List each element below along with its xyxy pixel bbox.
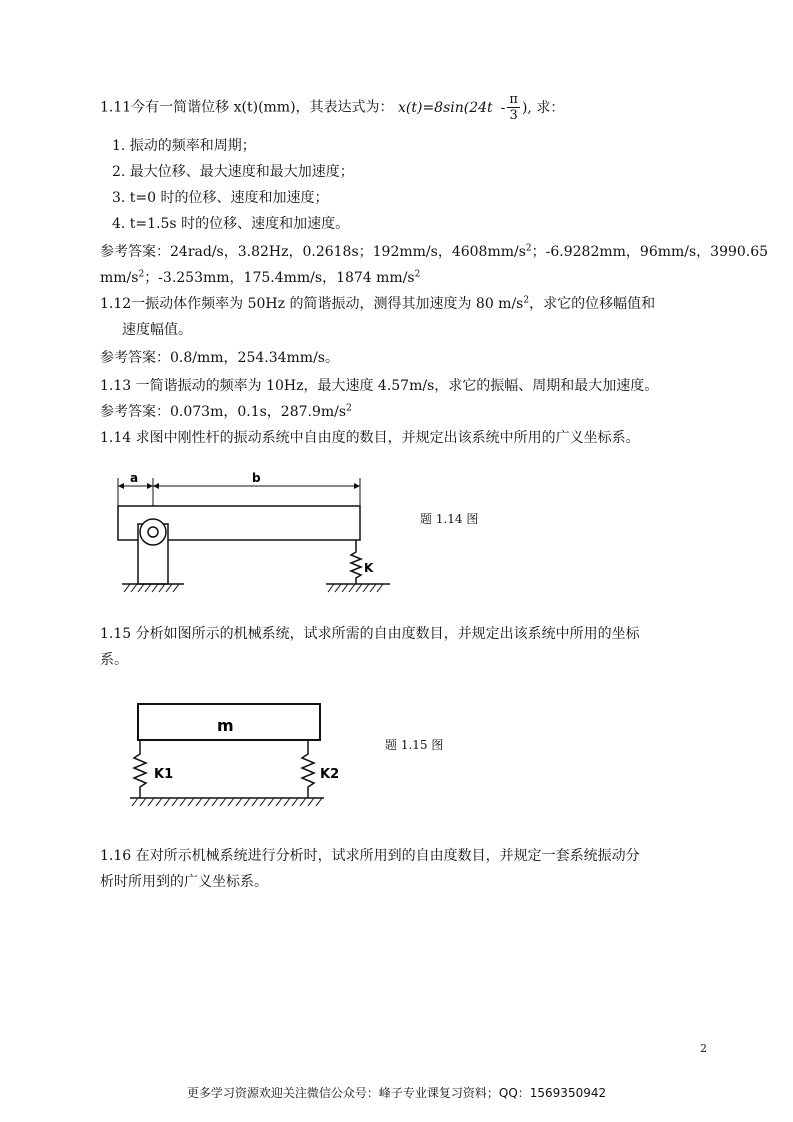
q111-sup-b: 2 (138, 269, 145, 280)
q115-caption: 题 1.15 图 (385, 738, 444, 752)
q112-sup: 2 (523, 295, 530, 306)
q111-item-3: 3. t=0 时的位移、速度和加速度； (112, 190, 329, 206)
q111-frac-num: π (509, 92, 518, 107)
q115-line1: 1.15 分析如图所示的机械系统，试求所需的自由度数目，并规定出该系统中所用的坐标 (100, 626, 640, 642)
q114-line: 1.14 求图中刚性杆的振动系统中自由度的数目，并规定出该系统中所用的广义坐标系。 (100, 430, 640, 446)
q112-line1b: ，求它的位移幅值和 (529, 296, 656, 312)
q111-fraction (507, 92, 520, 123)
q113-sup: 2 (346, 403, 352, 414)
q112-line1 (100, 294, 655, 314)
q112-line2: 速度幅值。 (122, 322, 192, 338)
q111-prefix: 1.11今有一简谐位移 x(t)(mm)，其表达式为： (100, 99, 394, 116)
q114-label-b: b (252, 471, 261, 485)
q111-formula-suffix: ), 求： (521, 99, 565, 116)
q111-item-2: 2. 最大位移、最大速度和最大加速度； (112, 164, 354, 180)
q115-label-k2: K2 (320, 767, 340, 782)
spring-k (351, 540, 361, 584)
q111-frac-den: 3 (509, 108, 518, 123)
spring-k2 (302, 740, 314, 798)
ground-hatch-left (124, 584, 179, 592)
q111-formula-minus: - (500, 99, 506, 116)
q111-answer-l1a: 参考答案：24rad/s，3.82Hz，0.2618s；192mm/s，4608mm/s (100, 244, 526, 260)
ground-hatch-right (328, 584, 383, 592)
q111-answer-line2 (100, 268, 420, 288)
q112-answer: 参考答案：0.8/mm，254.34mm/s。 (100, 350, 339, 366)
q116-line1: 1.16 在对所示机械系统进行分析时，试求所用到的自由度数目，并规定一套系统振动分 (100, 848, 640, 864)
q111-answer-l1b: ；-6.9282mm，96mm/s，3990.65 (531, 244, 769, 260)
q112-line1a: 1.12一振动体作频率为 50Hz 的简谐振动，测得其加速度为 80 m/s (100, 296, 524, 312)
q114-label-k: K (364, 561, 374, 575)
q111-answer-l2b: ；-3.253mm，175.4mm/s，1874 mm/s (144, 270, 415, 286)
q115-label-m: m (217, 716, 234, 735)
q116-line2: 析时所用到的广义坐标系。 (100, 874, 268, 890)
q111-formula (398, 92, 564, 123)
spring-k1 (134, 740, 146, 798)
q113-line: 1.13 一简谐振动的频率为 10Hz，最大速度 4.57m/s，求它的振幅、周期和最大加速度。 (100, 378, 659, 394)
q114-figure (112, 460, 412, 610)
q115-figure (126, 700, 340, 812)
q111-answer-l2a: mm/s (100, 270, 139, 286)
q111-item-4: 4. t=1.5s 时的位移、速度和加速度。 (112, 216, 350, 232)
q113-answer-text: 参考答案：0.073m，0.1s，287.9m/s (100, 404, 347, 420)
q111-header (100, 92, 564, 123)
q111-sup-c: 2 (414, 269, 421, 280)
q115-line2: 系。 (100, 652, 128, 668)
q114-label-a: a (130, 471, 139, 485)
q111-answer-line1 (100, 242, 768, 262)
q115-label-k1: K1 (154, 767, 174, 782)
q113-answer (100, 402, 352, 422)
q111-sup-a: 2 (525, 243, 532, 254)
q114-caption: 题 1.14 图 (420, 512, 479, 526)
ground-hatch (132, 798, 322, 806)
q111-item-1: 1. 振动的频率和周期； (112, 138, 256, 154)
page-footer: 更多学习资源欢迎关注微信公众号：峰子专业课复习资料；QQ：1569350942 (186, 1086, 607, 1100)
page-number: 2 (700, 1042, 707, 1055)
q111-formula-lhs: x(t)=8sin(24t (398, 99, 493, 116)
pivot-hinge-inner (148, 527, 158, 537)
